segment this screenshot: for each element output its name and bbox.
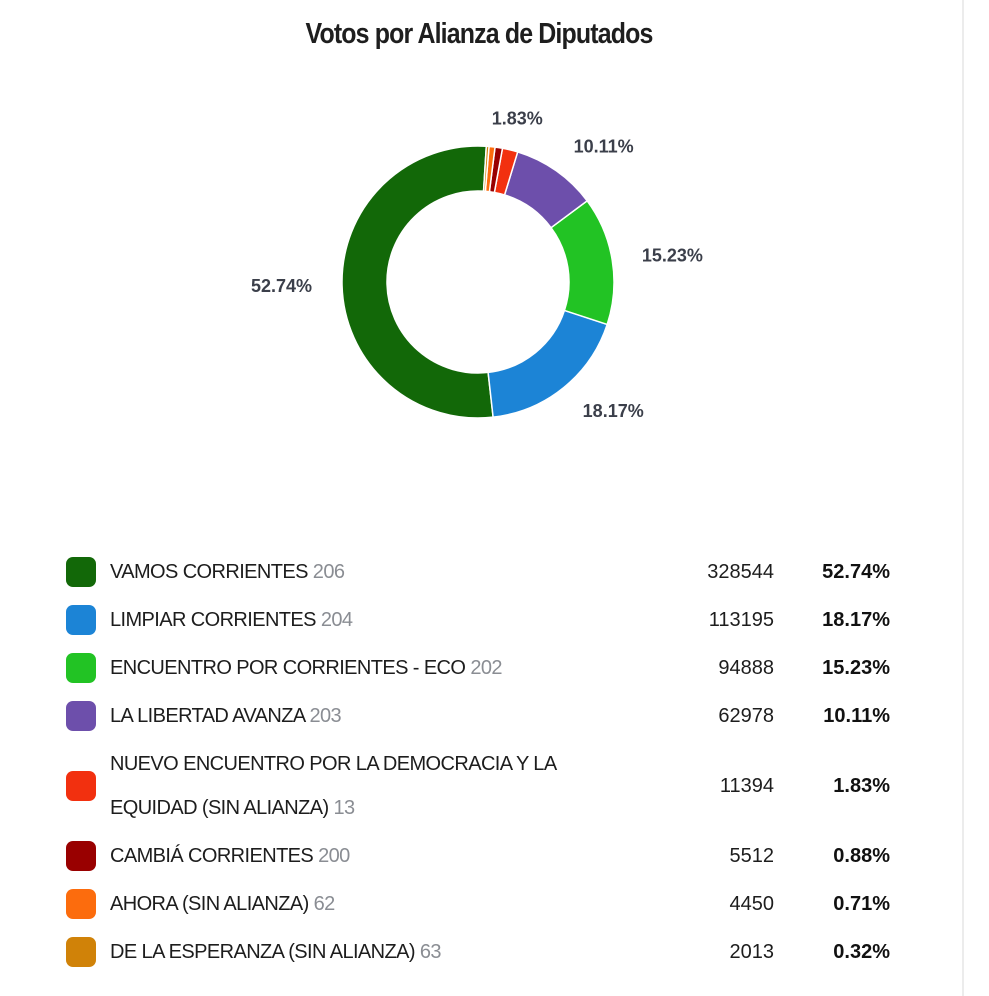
vote-percentage: 0.88% <box>833 844 890 867</box>
legend-row[interactable] <box>66 832 906 880</box>
legend-party-name <box>110 646 630 690</box>
party-list-number: 203 <box>309 705 342 727</box>
party-list-number: 206 <box>312 561 345 583</box>
party-list-number: 202 <box>470 657 502 679</box>
legend-row[interactable] <box>66 644 906 692</box>
vote-percentage: 0.32% <box>833 940 890 963</box>
vote-count: 62978 <box>718 704 774 727</box>
legend-party-name <box>110 694 630 738</box>
vote-count: 5512 <box>729 844 774 867</box>
donut-chart <box>240 100 720 500</box>
legend-swatch <box>66 557 96 587</box>
legend-row[interactable] <box>66 740 906 832</box>
legend-party-name <box>110 598 630 642</box>
slice-percent-label: 15.23% <box>641 245 703 266</box>
party-list-number: 62 <box>313 893 335 915</box>
vote-count: 328544 <box>707 560 774 583</box>
party-label: ENCUENTRO POR CORRIENTES - ECO <box>110 657 471 679</box>
legend-party-name <box>110 882 630 926</box>
vote-count: 11394 <box>719 774 774 797</box>
vote-percentage: 1.83% <box>833 774 890 797</box>
legend-row[interactable] <box>66 548 906 596</box>
vote-percentage: 52.74% <box>822 560 890 583</box>
legend-swatch <box>66 605 96 635</box>
party-list-number: 63 <box>419 941 441 963</box>
legend-swatch <box>66 653 96 683</box>
party-list-number: 13 <box>333 797 355 819</box>
party-label: LA LIBERTAD AVANZA <box>110 705 310 727</box>
vote-percentage: 10.11% <box>823 704 890 727</box>
slice-percent-label: 10.11% <box>573 136 634 157</box>
slice-percent-label: 52.74% <box>250 276 313 297</box>
slice-percent-label: 18.17% <box>582 400 644 421</box>
vote-count: 4450 <box>729 892 774 915</box>
party-list-number: 200 <box>318 845 350 867</box>
party-list-number: 204 <box>320 609 353 631</box>
legend-swatch <box>66 771 96 801</box>
legend-swatch <box>66 889 96 919</box>
legend-party-name <box>110 930 630 974</box>
slice-percent-label: 1.83% <box>491 108 543 129</box>
vote-percentage: 15.23% <box>822 656 890 679</box>
vote-percentage: 0.71% <box>833 892 890 915</box>
legend-swatch <box>66 701 96 731</box>
legend-row[interactable] <box>66 880 906 928</box>
party-label: DE LA ESPERANZA (SIN ALIANZA) <box>110 941 420 963</box>
legend-party-name <box>110 834 630 878</box>
legend-row[interactable] <box>66 596 906 644</box>
party-label: LIMPIAR CORRIENTES <box>110 609 321 631</box>
legend-swatch <box>66 841 96 871</box>
legend-swatch <box>66 937 96 967</box>
chart-legend <box>66 548 906 976</box>
party-label: VAMOS CORRIENTES <box>110 561 313 583</box>
legend-party-name <box>110 550 630 594</box>
vote-count: 94888 <box>718 656 774 679</box>
page-right-border <box>962 0 964 996</box>
vote-count: 113195 <box>708 608 774 631</box>
legend-row[interactable] <box>66 928 906 976</box>
donut-slice[interactable] <box>342 146 493 418</box>
legend-row[interactable] <box>66 692 906 740</box>
party-label: AHORA (SIN ALIANZA) <box>110 893 314 915</box>
vote-count: 2013 <box>729 940 774 963</box>
legend-party-name <box>110 742 630 830</box>
party-label: NUEVO ENCUENTRO POR LA DEMOCRACIA Y LA EQUIDAD (SIN ALIANZA) <box>110 753 556 819</box>
party-label: CAMBIÁ CORRIENTES <box>110 845 319 867</box>
vote-percentage: 18.17% <box>822 608 890 631</box>
chart-title: Votos por Alianza de Diputados <box>305 18 653 50</box>
